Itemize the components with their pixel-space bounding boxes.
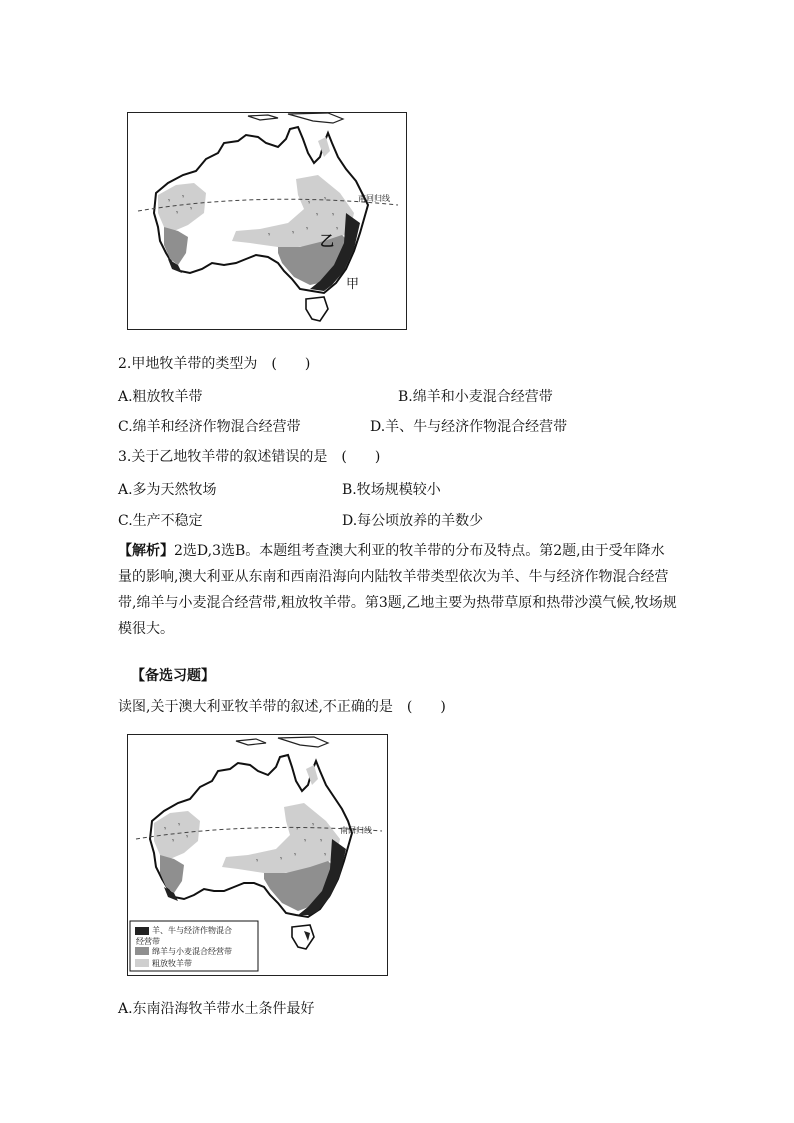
q3-option-a[interactable]: A.多为天然牧场: [118, 482, 217, 498]
q3-option-b[interactable]: B.牧场规模较小: [342, 482, 441, 498]
svg-text:ᵞ: ᵞ: [332, 212, 335, 219]
new-guinea-island: [236, 739, 266, 745]
legend-swatch-wheat: [135, 947, 149, 955]
q2-option-c[interactable]: C.绵羊和经济作物混合经营带: [118, 419, 301, 435]
legend-item-wheat: 绵羊与小麦混合经营带: [152, 947, 232, 956]
svg-text:ᵞ: ᵞ: [268, 232, 271, 239]
svg-text:ᵞ: ᵞ: [190, 206, 193, 213]
svg-text:ᵞ: ᵞ: [186, 834, 189, 841]
svg-text:ᵞ: ᵞ: [296, 826, 299, 833]
map-australia-1: [127, 112, 407, 330]
svg-text:ᵞ: ᵞ: [304, 838, 307, 845]
svg-text:ᵞ: ᵞ: [312, 822, 315, 829]
svg-text:ᵞ: ᵞ: [256, 858, 259, 865]
analysis-text: 2选D,3选B。本题组考查澳大利亚的牧羊带的分布及特点。第2题,由于受年降水量的影响,澳大利亚从东南和西南沿海向内陆牧羊带类型依次为羊、牛与经济作物混合经营带,绵羊与小麦混合经营带,粗放牧羊带。第3题,乙地主要为热带草原和热带沙漠气候,牧场规模很大。: [118, 543, 677, 637]
map1-svg: [128, 113, 406, 329]
map2-tropic-label: 南回归线: [340, 826, 372, 835]
map-australia-2: [127, 734, 388, 976]
extra-stem: 读图,关于澳大利亚牧羊带的叙述,不正确的是 ( ): [118, 699, 446, 715]
legend-swatch-extensive: [135, 959, 149, 967]
svg-text:ᵞ: ᵞ: [294, 852, 297, 859]
q2-option-b[interactable]: B.绵羊和小麦混合经营带: [398, 389, 553, 405]
svg-text:ᵞ: ᵞ: [324, 852, 327, 859]
tasmania: [292, 925, 314, 949]
svg-text:ᵞ: ᵞ: [178, 822, 181, 829]
svg-text:ᵞ: ᵞ: [320, 838, 323, 845]
legend-item-mixed: 羊、牛与经济作物混合: [152, 926, 232, 935]
svg-text:ᵞ: ᵞ: [168, 198, 171, 205]
extra-heading: 【备选习题】: [131, 668, 215, 684]
svg-text:ᵞ: ᵞ: [316, 212, 319, 219]
svg-text:ᵞ: ᵞ: [324, 196, 327, 203]
q2-option-d[interactable]: D.羊、牛与经济作物混合经营带: [370, 419, 568, 435]
svg-text:ᵞ: ᵞ: [306, 226, 309, 233]
legend-swatch-mixed: [135, 927, 149, 935]
legend-item-mixed-2: 经营带: [136, 937, 160, 946]
q2-option-a[interactable]: A.粗放牧羊带: [118, 389, 203, 405]
svg-text:ᵞ: ᵞ: [308, 200, 311, 207]
label-jia: 甲: [346, 277, 360, 292]
tropic-label: 南回归线: [358, 194, 390, 203]
analysis-tag: 【解析】: [118, 543, 174, 559]
new-guinea-island-east: [288, 113, 343, 123]
q3-option-d[interactable]: D.每公顷放养的羊数少: [342, 513, 484, 529]
tasmania: [306, 297, 328, 321]
svg-text:ᵞ: ᵞ: [336, 226, 339, 233]
new-guinea-island-east: [278, 737, 328, 747]
analysis-block: [118, 538, 678, 642]
legend-item-extensive: 粗放牧羊带: [152, 959, 192, 968]
svg-text:ᵞ: ᵞ: [164, 826, 167, 833]
q3-option-c[interactable]: C.生产不稳定: [118, 513, 203, 529]
svg-text:ᵞ: ᵞ: [176, 210, 179, 217]
q2-stem: 2.甲地牧羊带的类型为 ( ): [118, 356, 311, 372]
q3-stem: 3.关于乙地牧羊带的叙述错误的是 ( ): [118, 449, 381, 465]
svg-text:ᵞ: ᵞ: [172, 838, 175, 845]
label-yi: 乙: [320, 234, 334, 250]
q4-option-a[interactable]: A.东南沿海牧羊带水土条件最好: [118, 1001, 315, 1017]
svg-text:ᵞ: ᵞ: [292, 230, 295, 237]
svg-text:ᵞ: ᵞ: [280, 856, 283, 863]
map2-svg: [128, 735, 387, 975]
svg-text:ᵞ: ᵞ: [182, 194, 185, 201]
new-guinea-island: [248, 115, 278, 120]
